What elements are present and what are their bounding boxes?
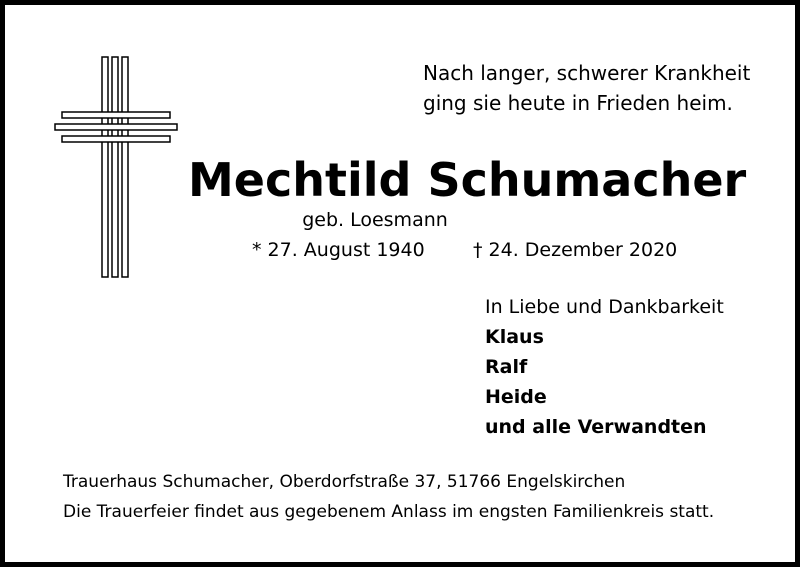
funeral-home-address: Trauerhaus Schumacher, Oberdorfstraße 37, 51766 Engelskirchen <box>63 472 626 492</box>
intro-line-2: ging sie heute in Frieden heim. <box>423 91 733 115</box>
mourner-name: und alle Verwandten <box>485 416 707 438</box>
mourners-heading: In Liebe und Dankbarkeit <box>485 296 724 318</box>
death-date: † 24. Dezember 2020 <box>473 239 678 261</box>
deceased-name: Mechtild Schumacher <box>188 153 747 207</box>
mourner-name: Klaus <box>485 326 544 348</box>
mourner-name: Ralf <box>485 356 528 378</box>
birth-date: * 27. August 1940 <box>252 239 425 261</box>
mourner-name: Heide <box>485 386 547 408</box>
service-note: Die Trauerfeier findet aus gegebenem Anlass im engsten Familienkreis statt. <box>63 502 715 522</box>
maiden-name: geb. Loesmann <box>302 209 448 231</box>
intro-line-1: Nach langer, schwerer Krankheit <box>423 61 751 85</box>
cross-icon <box>53 55 179 279</box>
